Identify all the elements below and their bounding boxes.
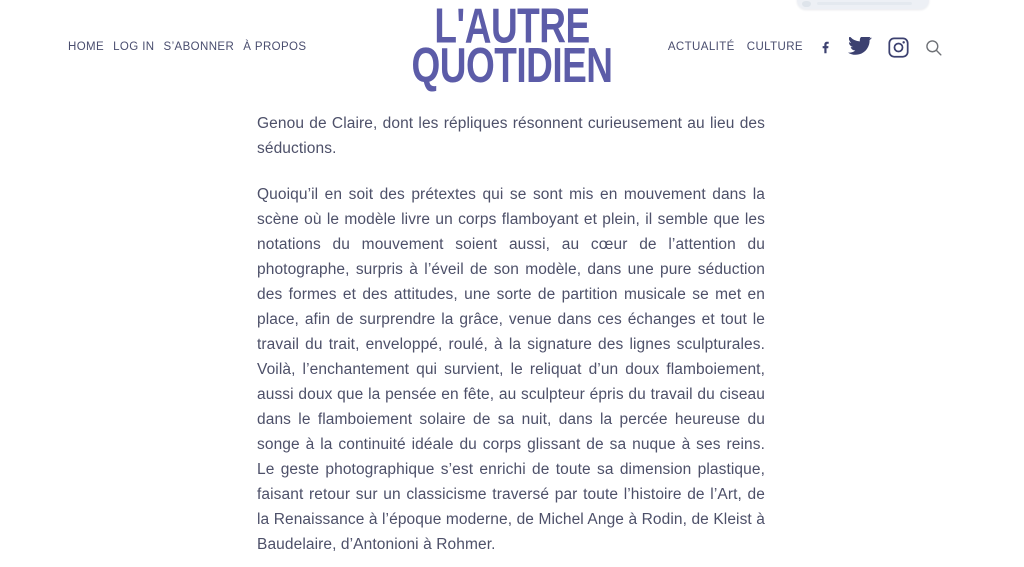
article-paragraph: Quoiqu’il en soit des prétextes qui se sont mis en mouvement dans la scène où le modèle livre un corps flamboyant et plein, il semble que les notations du mouvement soient aussi, au cœur de l’attention du photographe, surpris à l’éveil de son modèle, dans une pure séduction des formes et des attitudes, une sorte de partition musicale se met en place, afin de surprendre la grâce, venue dans ces échanges et tout le travail du trait, enveloppé, roulé, à la signature des lignes sculpturales. Voilà, l’enchantement qui survient, le reliquat d’un doux flamboiement, aussi doux que la pensée en fête, au sculpteur épris du travail du ciseau dans le flamboiement solaire de sa nuit, dans la percée heureuse du songe à la continuité idéale du corps glissant de sa nuque à ses reins. Le geste photographique s’est enrichi de toute sa dimension plastique, faisant retour sur un classicisme traversé par toute l’histoire de l’Art, de la Renaissance à l’époque moderne, de Michel Ange à Rodin, de Kleist à Baudelaire, d’Antonioni à Rohmer. [257,186,765,553]
site-header [0,0,1024,100]
primary-nav [68,41,306,53]
nav-item-home[interactable]: HOME [68,41,105,53]
site-logo-line1: L'AUTRE [434,0,590,54]
instagram-icon[interactable] [888,37,909,58]
search-icon[interactable] [925,39,942,56]
nav-item-culture[interactable]: CULTURE [746,41,803,53]
secondary-nav [668,36,942,58]
secondary-nav-links [668,41,803,53]
nav-item-apropos[interactable]: À PROPOS [243,41,307,53]
site-logo[interactable] [411,0,613,93]
nav-item-login[interactable]: LOG IN [113,41,155,53]
article-body [257,111,765,567]
twitter-icon[interactable] [848,37,872,57]
site-logo-line2: QUOTIDIEN [411,38,613,93]
article-paragraph: Genou de Claire, dont les répliques résonnent curieusement au lieu des séductions. [257,115,765,157]
nav-item-actualite[interactable]: ACTUALITÉ [667,41,735,53]
nav-item-sabonner[interactable]: S’ABONNER [163,41,235,53]
facebook-icon[interactable] [819,36,832,58]
